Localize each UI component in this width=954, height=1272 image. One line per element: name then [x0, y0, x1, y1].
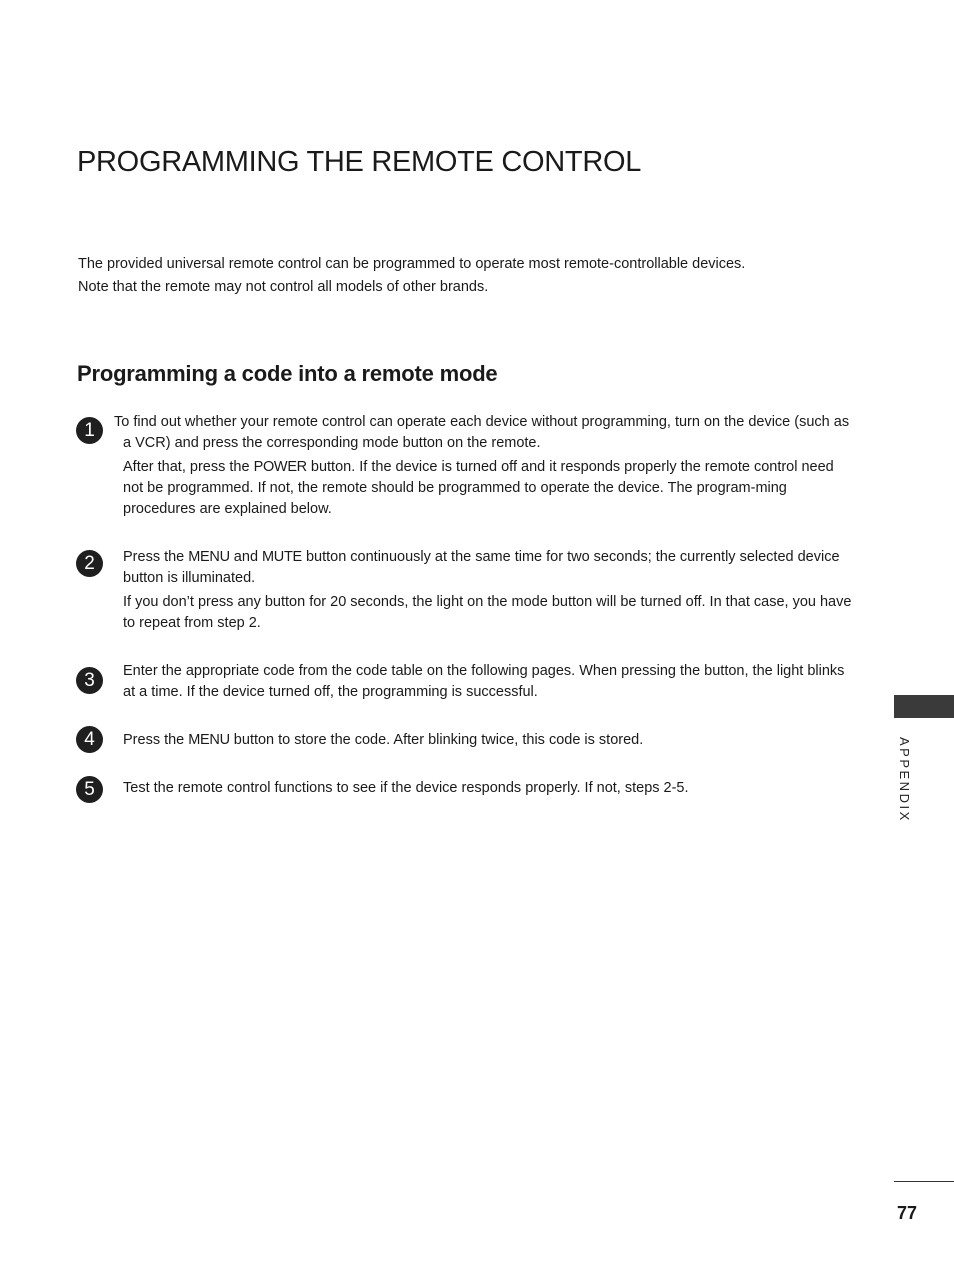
- step-2-text: [123, 547, 853, 637]
- step-paragraph: If you don’t press any button for 20 seconds, the light on the mode button will be turned off. In that case, you have to repeat from step 2.: [123, 594, 852, 631]
- mute-key-label: MUTE: [262, 549, 302, 565]
- page-title: PROGRAMMING THE REMOTE CONTROL: [77, 146, 642, 178]
- step-3-text: [123, 661, 853, 706]
- step-number-2: 2: [76, 550, 103, 577]
- step-paragraph: Test the remote control functions to see if the device responds properly. If not, steps 2-5.: [123, 780, 689, 796]
- step-paragraph: To find out whether your remote control can operate each device without programming, turn on the device (such as a VCR) and press the corresponding mode button on the remote.: [114, 414, 850, 451]
- intro-paragraph: [78, 253, 858, 299]
- menu-key-label: MENU: [188, 732, 230, 748]
- intro-line: The provided universal remote control can be programmed to operate most remote-controllable devices.: [78, 256, 746, 272]
- step-number-1: 1: [76, 417, 103, 444]
- step-number-5: 5: [76, 776, 103, 803]
- section-tab-marker: [894, 695, 954, 718]
- step-paragraph: Press the MENU and MUTE button continuously at the same time for two seconds; the currently selected device button is illuminated.: [123, 549, 840, 586]
- power-key-label: POWER: [253, 459, 307, 475]
- page-number: 77: [897, 1203, 918, 1223]
- step-number-3: 3: [76, 667, 103, 694]
- step-1-text: [114, 412, 853, 523]
- section-heading: Programming a code into a remote mode: [77, 361, 498, 386]
- step-number-4: 4: [76, 726, 103, 753]
- footer-rule: [894, 1181, 954, 1182]
- menu-key-label: MENU: [188, 549, 230, 565]
- step-5-text: [123, 778, 853, 802]
- appendix-side-label: APPENDIX: [897, 737, 912, 823]
- intro-line: Note that the remote may not control all models of other brands.: [78, 279, 489, 295]
- step-paragraph: After that, press the POWER button. If the device is turned off and it responds properly the remote control need not be programmed. If not, the remote should be programmed to operate the device. The program-ming procedures are explained below.: [123, 459, 834, 517]
- step-4-text: [123, 730, 853, 754]
- step-paragraph: Press the MENU button to store the code. After blinking twice, this code is stored.: [123, 732, 644, 748]
- step-paragraph: Enter the appropriate code from the code table on the following pages. When pressing the button, the light blinks at a time. If the device turned off, the programming is successful.: [123, 663, 845, 700]
